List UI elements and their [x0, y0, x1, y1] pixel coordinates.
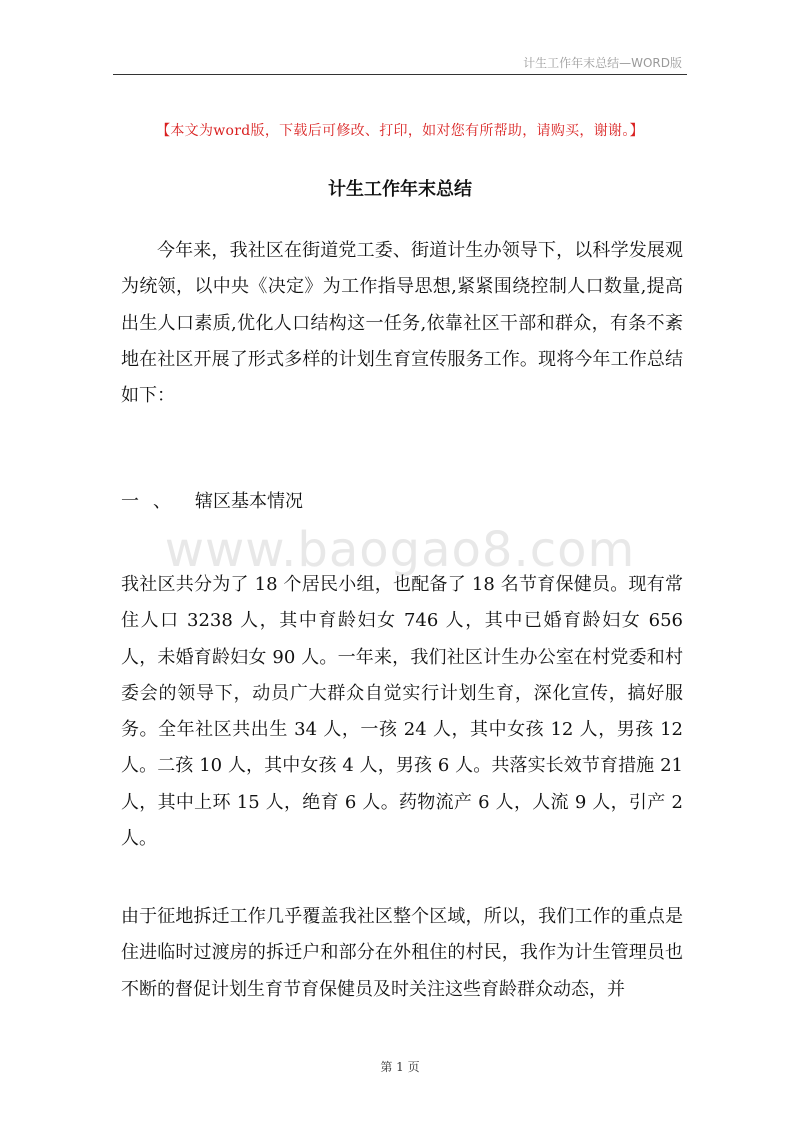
section-heading [121, 487, 303, 517]
header-divider [113, 74, 687, 75]
running-header: 计生工作年末总结—WORD版 [523, 56, 682, 70]
basic-info-paragraph: 我社区共分为了 18 个居民小组，也配备了 18 名节育保健员。现有常住人口 3238 人，其中育龄妇女 746 人，其中已婚育龄妇女 656 人，未婚育龄妇女 90 人。一年来，我们社区计生办公室在村党委和村委会的领导下，动员广大群众自觉实行计划生育，深化宣传，搞好服务。全年社区共出生 34 人，一孩 24 人，其中女孩 12 人，男孩 12 人。二孩 10 人，其中女孩 4 人，男孩 6 人。共落实长效节育措施 21 人，其中上环 15 人，绝育 6 人。药物流产 6 人，人流 9 人，引产 2 人。 [121, 574, 683, 850]
download-notice: 【本文为word版，下载后可修改、打印，如对您有所帮助，请购买，谢谢。】 [156, 123, 644, 139]
watermark-text: www.baogao8.com [164, 522, 636, 578]
page-number: 第 1 页 [380, 1060, 420, 1074]
document-title: 计生工作年末总结 [328, 179, 472, 200]
section-title: 辖区基本情况 [195, 491, 303, 512]
relocation-paragraph: 由于征地拆迁工作几乎覆盖我社区整个区域，所以，我们工作的重点是住进临时过渡房的拆迁户和部分在外租住的村民，我作为计生管理员也不断的督促计划生育节育保健员及时关注这些育龄群众动态，并 [121, 906, 683, 1000]
intro-paragraph: 今年来，我社区在街道党工委、街道计生办领导下，以科学发展观为统领，以中央《决定》为工作指导思想,紧紧围绕控制人口数量,提高出生人口素质,优化人口结构这一任务,依靠社区干部和群众，有条不紊地在社区开展了形式多样的计划生育宣传服务工作。现将今年工作总结如下： [121, 240, 683, 407]
section-separator: 、 [153, 491, 171, 512]
section-number: 一 [121, 491, 139, 512]
